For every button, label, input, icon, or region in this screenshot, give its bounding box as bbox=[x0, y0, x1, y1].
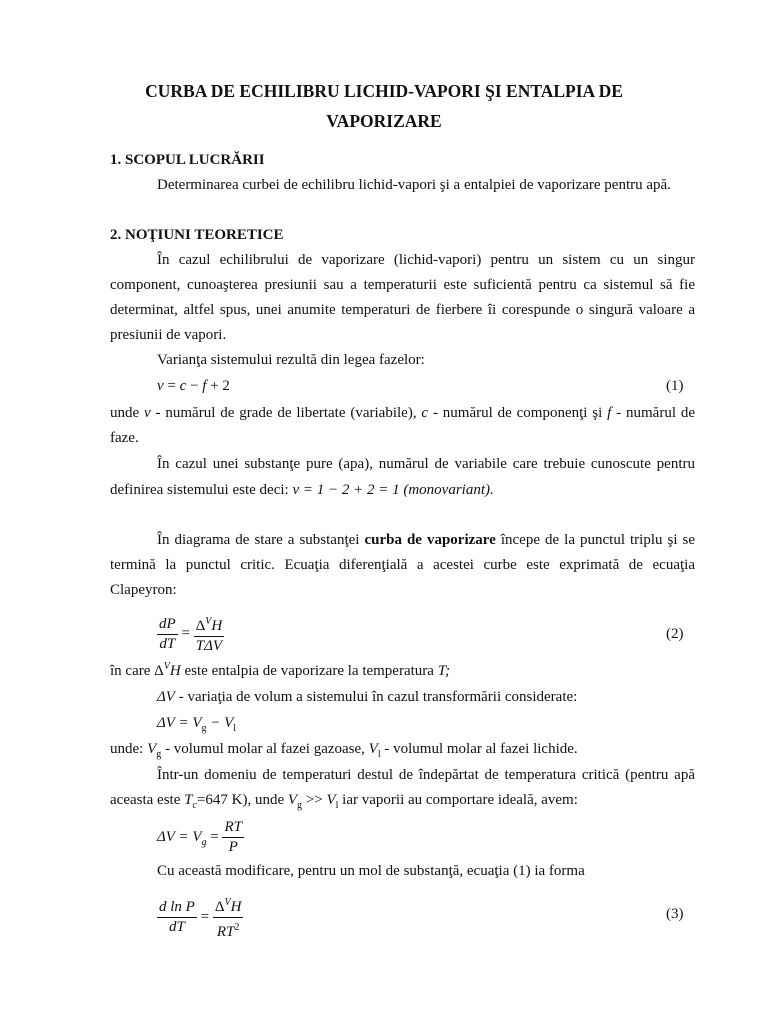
p8-sub-g: g bbox=[156, 749, 162, 760]
p8-text-2: - volumul molar al fazei gazoase, bbox=[161, 741, 369, 757]
p7-text: - variaţia de volum a sistemului în cazul transformării considerate: bbox=[174, 689, 578, 705]
eq1-equals: = bbox=[163, 378, 180, 394]
p9-text-1: aceasta este bbox=[110, 792, 185, 808]
paragraph-8 bbox=[110, 741, 695, 760]
p3-text-4: - numărul de bbox=[611, 405, 695, 421]
paragraph-4-line-1: În cazul unei substanţe pure (apa), numărul de variabile care trebuie cunoscute pentru bbox=[157, 456, 695, 472]
paragraph-3-line-1 bbox=[110, 405, 695, 422]
paragraph-2: Varianţa sistemului rezultă din legea fazelor: bbox=[157, 352, 425, 368]
paragraph-5-line-2: termină la punctul critic. Ecuaţia diferenţială a acestei curbe este exprimată de ecuaţia bbox=[110, 557, 695, 573]
eq1-f: f bbox=[202, 378, 207, 394]
eq1-c: c bbox=[179, 378, 187, 394]
section-2-heading: 2. NOŢIUNI TEORETICE bbox=[110, 227, 284, 243]
p6-T: T; bbox=[437, 663, 451, 679]
eq5-lhs-numerator: d ln P bbox=[157, 898, 197, 918]
paragraph-3-line-2: faze. bbox=[110, 430, 139, 446]
eq3-sub-g: g bbox=[201, 723, 207, 734]
eq1-v: v bbox=[157, 378, 164, 394]
p9-vl: V bbox=[326, 792, 336, 808]
p8-text-1: unde: bbox=[110, 741, 148, 757]
eq5-h: H bbox=[230, 899, 242, 915]
eq4-denominator: P bbox=[228, 839, 238, 855]
paragraph-1-line-1: În cazul echilibrului de vaporizare (lichid-vapori) pentru un sistem cu un singur bbox=[157, 252, 695, 268]
p9-sub-c: c bbox=[192, 800, 197, 811]
equation-3 bbox=[157, 893, 243, 942]
document-title bbox=[110, 76, 658, 136]
equation-dv bbox=[157, 715, 236, 734]
p3-text-3: - numărul de componenţi şi bbox=[428, 405, 608, 421]
p9-sub-l: l bbox=[335, 800, 339, 811]
p3-text-2: - numărul de grade de libertate (variabile), bbox=[150, 405, 422, 421]
eq5-lhs-fraction bbox=[157, 898, 197, 937]
p3-f: f bbox=[607, 405, 612, 421]
p9-sub-g: g bbox=[297, 800, 303, 811]
p5-text-1: În diagrama de stare a substanţei bbox=[157, 532, 365, 548]
eq5-rhs-fraction bbox=[213, 893, 244, 942]
eq2-delta: Δ bbox=[195, 618, 206, 634]
paragraph-6 bbox=[110, 661, 695, 680]
eq2-rhs-fraction bbox=[194, 612, 225, 656]
p7-delta-v: ΔV bbox=[157, 689, 175, 705]
paragraph-5-line-1 bbox=[157, 532, 695, 549]
eq5-equals: = bbox=[196, 908, 213, 925]
eq5-sup-v: V bbox=[224, 897, 231, 908]
paragraph-1-line-2: component, cunoaşterea presiunii sau a temperaturii este suficientă pentru ca sistemul să fie bbox=[110, 277, 695, 293]
p8-vg: V bbox=[147, 741, 157, 757]
eq1-minus: − bbox=[186, 378, 203, 394]
equation-1-number: (1) bbox=[666, 378, 684, 394]
p6-text-1: în care Δ bbox=[110, 663, 164, 679]
p6-h: H bbox=[169, 663, 181, 679]
p9-tc: T bbox=[184, 792, 193, 808]
title-line-1: CURBA DE ECHILIBRU LICHID-VAPORI ŞI ENTALPIA DE bbox=[145, 81, 623, 101]
eq2-lhs-fraction bbox=[157, 615, 178, 654]
equation-1 bbox=[157, 378, 230, 395]
eq4-lhs: ΔV = V bbox=[157, 828, 202, 845]
paragraph-1-line-4: presiunii de vapori. bbox=[110, 327, 227, 343]
section-1-text: Determinarea curbei de echilibru lichid-vapori şi a entalpiei de vaporizare pentru apă. bbox=[157, 177, 671, 193]
p5-bold-term: curba de vaporizare bbox=[364, 532, 496, 548]
eq4-sub-g: g bbox=[201, 836, 207, 848]
equation-2-number: (2) bbox=[666, 626, 684, 642]
title-line-2: VAPORIZARE bbox=[326, 111, 442, 131]
p8-vl: V bbox=[368, 741, 378, 757]
p5-text-2: începe de la punctul triplu şi se bbox=[495, 532, 695, 548]
p4-equation: v = 1 − 2 + 2 = 1 bbox=[292, 482, 400, 498]
eq5-lhs-denominator: dT bbox=[169, 919, 185, 935]
p8-sub-l: l bbox=[377, 749, 381, 760]
eq1-plus: + 2 bbox=[206, 378, 230, 394]
equation-3-number: (3) bbox=[666, 906, 684, 922]
eq2-lhs-numerator: dP bbox=[157, 615, 178, 635]
eq2-rhs-denominator: TΔV bbox=[195, 638, 223, 654]
eq3-minus-v: − V bbox=[206, 715, 234, 731]
eq5-rt: RT bbox=[216, 924, 235, 940]
p8-text-3: - volumul molar al fazei lichide. bbox=[380, 741, 578, 757]
p9-text-2: =647 K), unde bbox=[196, 792, 288, 808]
paragraph-9-line-1: Într-un domeniu de temperaturi destul de îndepărtat de temperatura critică (pentru apă bbox=[157, 767, 695, 783]
paragraph-10: Cu această modificare, pentru un mol de substanţă, ecuaţia (1) ia forma bbox=[157, 863, 585, 879]
eq4-fraction bbox=[222, 818, 244, 857]
eq2-equals: = bbox=[177, 625, 194, 642]
p6-text-2: este entalpia de vaporizare la temperatura bbox=[180, 663, 438, 679]
eq5-sup-2: 2 bbox=[234, 922, 240, 933]
p9-text-4: iar vaporii au comportare ideală, avem: bbox=[338, 792, 578, 808]
p4-text-1: definirea sistemului este deci: bbox=[110, 482, 293, 498]
eq4-equals: = bbox=[206, 828, 223, 845]
eq2-sup-v: V bbox=[205, 616, 212, 627]
paragraph-1-line-3: determinat, altfel spus, unei anumite temperaturi de fierbere îi corespunde o singură valoare a bbox=[110, 302, 695, 318]
paragraph-7 bbox=[157, 689, 695, 706]
p9-vg: V bbox=[287, 792, 298, 808]
paragraph-5-line-3: Clapeyron: bbox=[110, 582, 177, 598]
p9-text-3: >> bbox=[302, 792, 327, 808]
eq5-rhs-numerator bbox=[213, 893, 244, 918]
eq3-sub-l: l bbox=[233, 723, 237, 734]
section-1-heading: 1. SCOPUL LUCRĂRII bbox=[110, 152, 265, 168]
equation-2 bbox=[157, 612, 224, 656]
eq2-lhs-denominator: dT bbox=[159, 635, 176, 652]
p3-c: c bbox=[421, 405, 429, 421]
eq4-numerator: RT bbox=[222, 818, 244, 838]
paragraph-9-line-2 bbox=[110, 792, 695, 811]
eq5-delta: Δ bbox=[214, 899, 225, 915]
paragraph-4-line-2 bbox=[110, 482, 695, 499]
eq2-rhs-numerator bbox=[194, 612, 225, 637]
p3-text-1: unde bbox=[110, 405, 145, 421]
p6-sup-v: V bbox=[163, 661, 170, 672]
eq3-lhs: ΔV = V bbox=[157, 715, 202, 731]
equation-ideal-gas bbox=[157, 818, 244, 857]
p3-v: v bbox=[144, 405, 151, 421]
eq2-h: H bbox=[211, 618, 223, 634]
eq5-rhs-denominator bbox=[213, 918, 244, 942]
p4-monovariant: (monovariant). bbox=[399, 482, 494, 498]
